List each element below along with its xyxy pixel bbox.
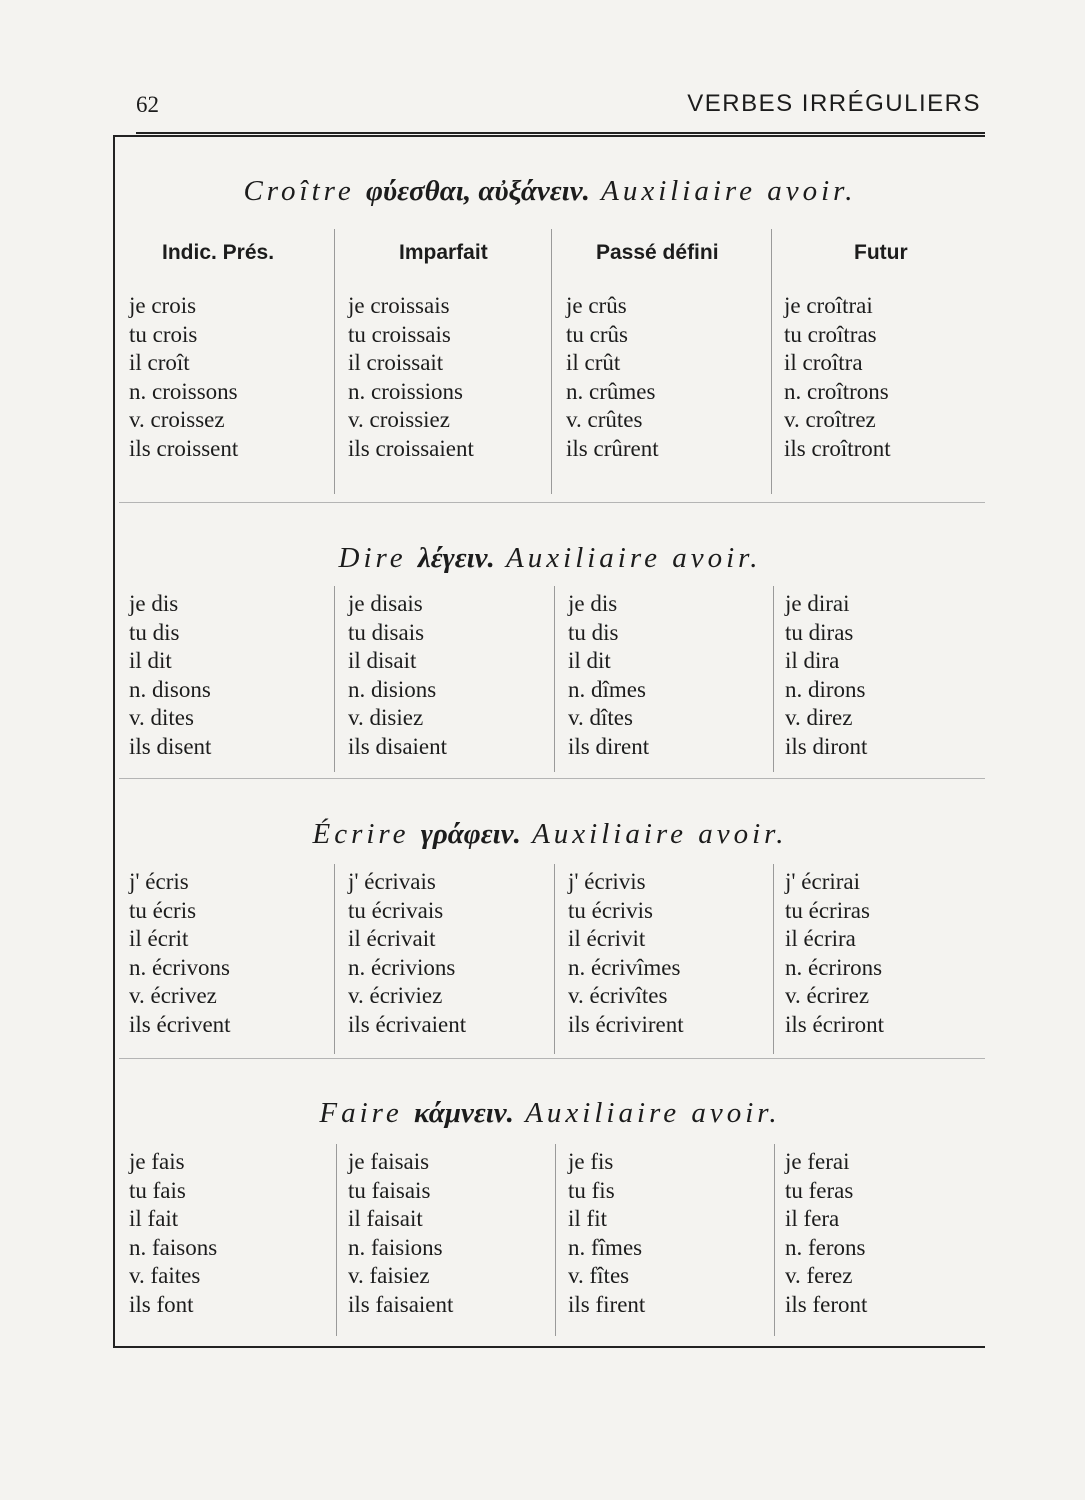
conjugation-form: v. faites [129,1263,201,1289]
conjugation-form: v. écrirez [785,983,870,1009]
conjugation-form: ils écrivirent [568,1011,684,1037]
conjugation-form: il croît [129,350,190,376]
conjugation-form: il écrivait [348,926,436,952]
conjugation-form: v. écrivîtes [568,983,668,1009]
conjugation-form: v. disiez [348,705,424,731]
verb-title [115,818,985,851]
conjugation-form: v. dites [129,705,194,731]
conjugation-form: il écrit [129,926,189,952]
conjugation-form: n. dîmes [568,676,646,702]
conjugation-form: il fera [785,1206,840,1232]
conjugation-form: v. écriviez [348,983,443,1009]
verb-lemma: Écrire [312,818,410,850]
conjugation-form: n. ferons [785,1234,866,1260]
conjugation-form: tu crois [129,321,198,347]
column-divider [551,229,552,494]
conjugation-form: il fait [129,1206,179,1232]
verb-block-croitre [115,137,985,502]
conjugation-form: ils écrivaient [348,1011,467,1037]
conjugation-form: il dira [785,648,840,674]
conjugation-form: tu croissais [348,321,451,347]
conjugation-form: j' écrirai [785,869,861,894]
verb-title [115,175,985,208]
verb-greek-gloss: κάμνειν. [414,1097,514,1129]
conjugation-form: j' écrivais [348,869,436,894]
conjugation-form: il fit [568,1206,607,1232]
conjugation-form: ils font [129,1291,194,1317]
column-futur [785,1148,867,1320]
conjugation-form: tu diras [785,619,854,645]
conjugation-form: tu dis [568,619,619,645]
verb-greek-gloss: γράφειν. [420,818,521,850]
verb-lemma: Croître [243,175,355,207]
conjugation-form: n. écrivons [129,954,230,980]
conjugation-form: ils crûrent [566,435,659,461]
conjugation-form: je croîtrai [784,293,873,318]
conjugation-form: tu écrivis [568,897,653,923]
conjugation-form: v. fîtes [568,1263,630,1289]
verb-auxiliary: Auxiliaire avoir. [601,175,857,207]
conjugation-form: n. dirons [785,676,866,702]
column-imparfait [348,1148,453,1320]
conjugation-form: il faisait [348,1206,423,1232]
conjugation-form: tu écris [129,897,197,923]
column-divider [554,864,555,1054]
conjugation-form: tu fis [568,1177,615,1203]
column-divider [555,1144,556,1336]
conjugation-form: je fis [568,1149,614,1174]
conjugation-form: ils croîtront [784,435,891,461]
page-number: 62 [136,92,159,117]
header-rule [136,132,985,134]
conjugation-form: ils feront [785,1291,868,1317]
conjugation-form: je crûs [566,293,627,318]
column-imparfait [348,292,474,464]
column-divider [774,1144,775,1336]
verb-auxiliary: Auxiliaire avoir. [532,818,788,850]
conjugation-form: ils écrivent [129,1011,231,1037]
conjugation-form: il croissait [348,350,444,376]
running-title: VERBES IRRÉGULIERS [687,90,981,117]
conjugation-form: je faisais [348,1149,430,1174]
conjugation-form: tu faisais [348,1177,431,1203]
verb-greek-gloss: λέγειν. [417,542,495,574]
conjugation-form: j' écris [129,869,189,894]
conjugation-form: tu croîtras [784,321,877,347]
conjugation-form: tu fais [129,1177,186,1203]
conjugation-form: n. faisons [129,1234,218,1260]
conjugation-form: il disait [348,648,417,674]
conjugation-form: n. disions [348,676,437,702]
column-passe-defini [568,1148,645,1320]
conjugation-form: je dis [568,591,618,616]
column-futur [784,292,891,464]
conjugation-form: n. crûmes [566,378,656,404]
column-futur [785,868,884,1040]
verb-auxiliary: Auxiliaire avoir. [525,1097,781,1129]
conjugation-form: v. dîtes [568,705,633,731]
conjugation-form: je disais [348,591,423,616]
column-imparfait [348,590,447,762]
conjugation-form: je crois [129,293,197,318]
conjugation-form: il écrira [785,926,856,952]
conjugation-form: il dit [568,648,611,674]
conjugation-form: n. écrivîmes [568,954,681,980]
conjugation-form: v. ferez [785,1263,853,1289]
conjugation-form: tu dis [129,619,180,645]
conjugation-form: n. croîtrons [784,378,889,404]
column-passe-defini [568,590,649,762]
verb-block-dire [115,502,985,778]
column-indicatif-present [129,1148,217,1320]
verb-block-faire [115,1058,985,1348]
verb-lemma: Faire [319,1097,403,1129]
conjugation-form: ils croissent [129,435,239,461]
column-headers [115,241,985,271]
conjugation-form: n. écrirons [785,954,883,980]
conjugation-form: n. disons [129,676,211,702]
conjugation-form: je fais [129,1149,185,1174]
conjugation-form: n. faisions [348,1234,443,1260]
conjugation-form: n. fîmes [568,1234,643,1260]
conjugation-form: n. croissions [348,378,463,404]
column-passe-defini [568,868,684,1040]
conjugation-form: je ferai [785,1149,850,1174]
header-futur: Futur [854,241,908,264]
conjugation-form: tu crûs [566,321,628,347]
conjugation-form: il dit [129,648,172,674]
column-futur [785,590,867,762]
column-divider [773,586,774,772]
column-indicatif-present [129,590,211,762]
conjugation-form: n. croissons [129,378,238,404]
column-divider [334,586,335,772]
conjugation-form: tu disais [348,619,425,645]
conjugation-form: v. écrivez [129,983,217,1009]
conjugation-form: v. crûtes [566,407,643,433]
conjugation-form: v. croîtrez [784,407,876,433]
verb-block-ecrire [115,778,985,1058]
header-imparfait: Imparfait [399,241,488,264]
conjugation-form: ils diront [785,733,868,759]
conjugation-form: je dirai [785,591,850,616]
column-indicatif-present [129,292,238,464]
conjugation-form: il crût [566,350,621,376]
conjugation-form: ils écriront [785,1011,884,1037]
conjugation-form: je dis [129,591,179,616]
conjugation-form: il écrivit [568,926,646,952]
column-imparfait [348,868,466,1040]
conjugation-form: v. direz [785,705,853,731]
column-divider [334,864,335,1054]
verb-greek-gloss: φύεσθαι, αὐξάνειν. [365,175,590,207]
column-passe-defini [566,292,659,464]
column-divider [771,229,772,494]
header-indicatif-present: Indic. Prés. [162,241,275,264]
conjugation-form: v. croissiez [348,407,450,433]
conjugation-form: v. croissez [129,407,225,433]
column-divider [773,864,774,1054]
conjugation-form: v. faisiez [348,1263,430,1289]
conjugation-form: ils croissaient [348,435,474,461]
conjugation-form: tu écriras [785,897,870,923]
conjugation-form: j' écrivis [568,869,646,894]
verb-title [115,542,985,575]
conjugation-form: tu écrivais [348,897,444,923]
column-indicatif-present [129,868,231,1040]
conjugation-form: ils disent [129,733,212,759]
conjugation-table [113,135,985,1348]
conjugation-form: ils disaient [348,733,448,759]
conjugation-form: je croissais [348,293,450,318]
verb-auxiliary: Auxiliaire avoir. [506,542,762,574]
column-divider [336,1144,337,1336]
conjugation-form: n. écrivions [348,954,456,980]
conjugation-form: tu feras [785,1177,854,1203]
page-header [0,88,1085,122]
conjugation-form: ils dirent [568,733,650,759]
header-passe-defini: Passé défini [596,241,719,264]
verb-title [115,1097,985,1130]
conjugation-form: ils firent [568,1291,646,1317]
verb-lemma: Dire [338,542,407,574]
conjugation-form: ils faisaient [348,1291,454,1317]
conjugation-form: il croîtra [784,350,863,376]
column-divider [334,229,335,494]
column-divider [554,586,555,772]
